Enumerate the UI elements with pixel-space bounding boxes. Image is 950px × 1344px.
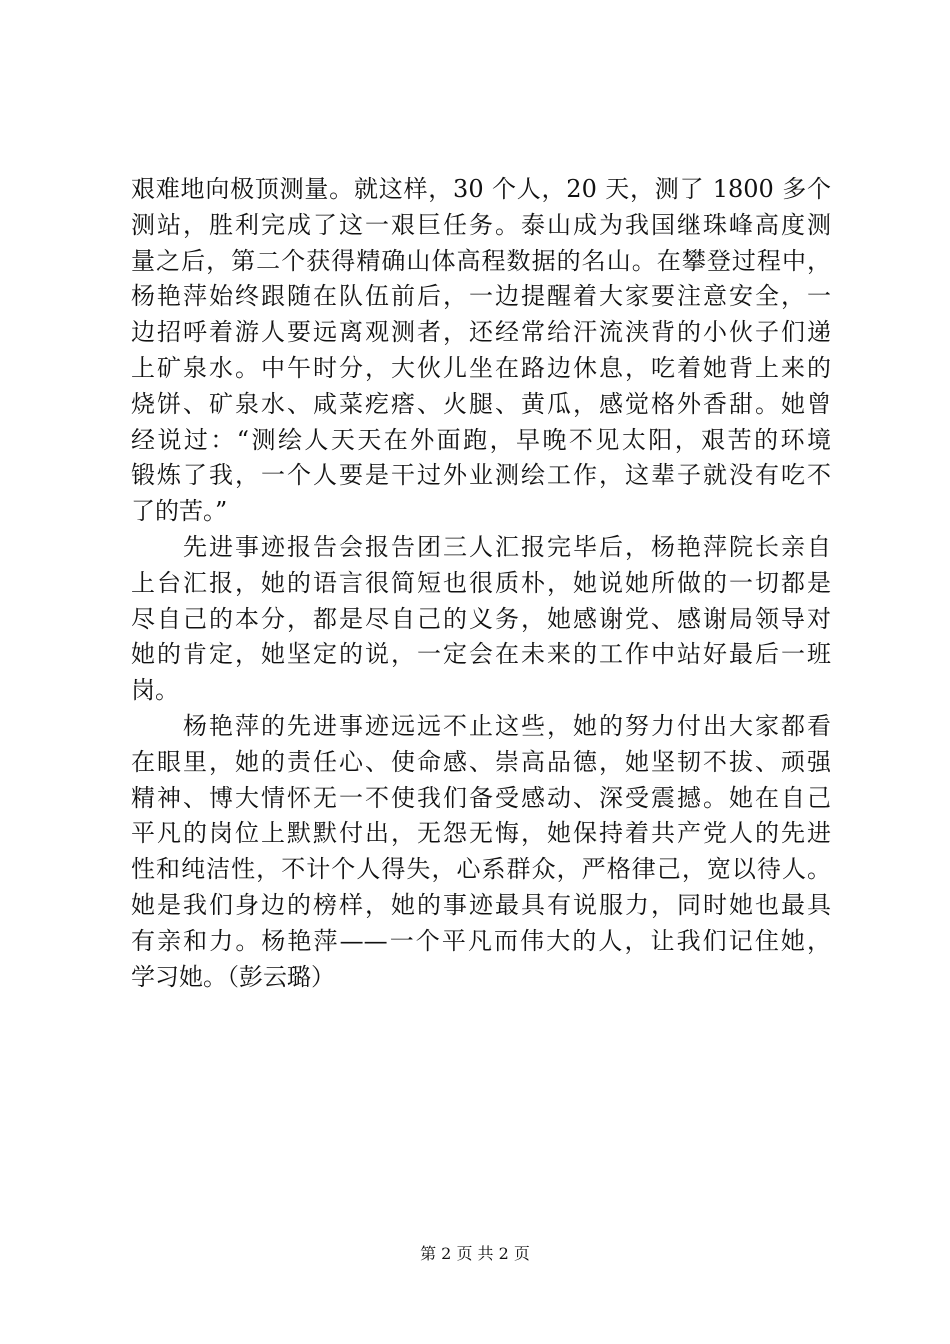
text-line: 上矿泉水。中午时分，大伙儿坐在路边休息，吃着她背上来的: [131, 353, 831, 382]
text-line: 岗。: [131, 676, 179, 705]
body-text: [131, 172, 831, 995]
text-line: 她是我们身边的榜样，她的事迹最具有说服力，同时她也最具: [131, 890, 831, 919]
text-line: 在眼里，她的责任心、使命感、崇高品德，她坚韧不拔、顽强: [131, 747, 831, 776]
text-line: 性和纯洁性，不计个人得失，心系群众，严格律己，宽以待人。: [131, 855, 831, 884]
text-line: 锻炼了我，一个人要是干过外业测绘工作，这辈子就没有吃不: [131, 461, 831, 490]
text-line: 艰难地向极顶测量。就这样，30 个人，20 天，测了 1800 多个: [131, 175, 831, 203]
text-line: 精神、博大情怀无一不使我们备受感动、深受震撼。她在自己: [131, 783, 831, 812]
text-line: 烧饼、矿泉水、咸菜疙瘩、火腿、黄瓜，感觉格外香甜。她曾: [131, 389, 831, 418]
text-line: 经说过：“测绘人天天在外面跑，早晚不见太阳，艰苦的环境: [131, 425, 831, 454]
text-line: 量之后，第二个获得精确山体高程数据的名山。在攀登过程中，: [131, 246, 831, 275]
text-line: 杨艳萍始终跟随在队伍前后，一边提醒着大家要注意安全，一: [131, 282, 831, 311]
text-line: 杨艳萍的先进事迹远远不止这些，她的努力付出大家都看: [131, 711, 831, 740]
text-line: 学习她。（彭云璐）: [131, 962, 335, 991]
text-line: 测站，胜利完成了这一艰巨任务。泰山成为我国继珠峰高度测: [131, 210, 831, 239]
text-line: 了的苦。”: [131, 497, 228, 526]
text-line: 边招呼着游人要远离观测者，还经常给汗流浃背的小伙子们递: [131, 318, 831, 347]
text-line: 上台汇报，她的语言很简短也很质朴，她说她所做的一切都是: [131, 568, 831, 597]
text-line: 先进事迹报告会报告团三人汇报完毕后，杨艳萍院长亲自: [131, 532, 831, 561]
text-line: 她的肯定，她坚定的说，一定会在未来的工作中站好最后一班: [131, 640, 831, 669]
text-line: 有亲和力。杨艳萍——一个平凡而伟大的人，让我们记住她，: [131, 926, 831, 955]
text-line: 平凡的岗位上默默付出，无怨无悔，她保持着共产党人的先进: [131, 819, 831, 848]
page-footer: 第 2 页 共 2 页: [420, 1244, 530, 1263]
text-line: 尽自己的本分，都是尽自己的义务，她感谢党、感谢局领导对: [131, 604, 831, 633]
